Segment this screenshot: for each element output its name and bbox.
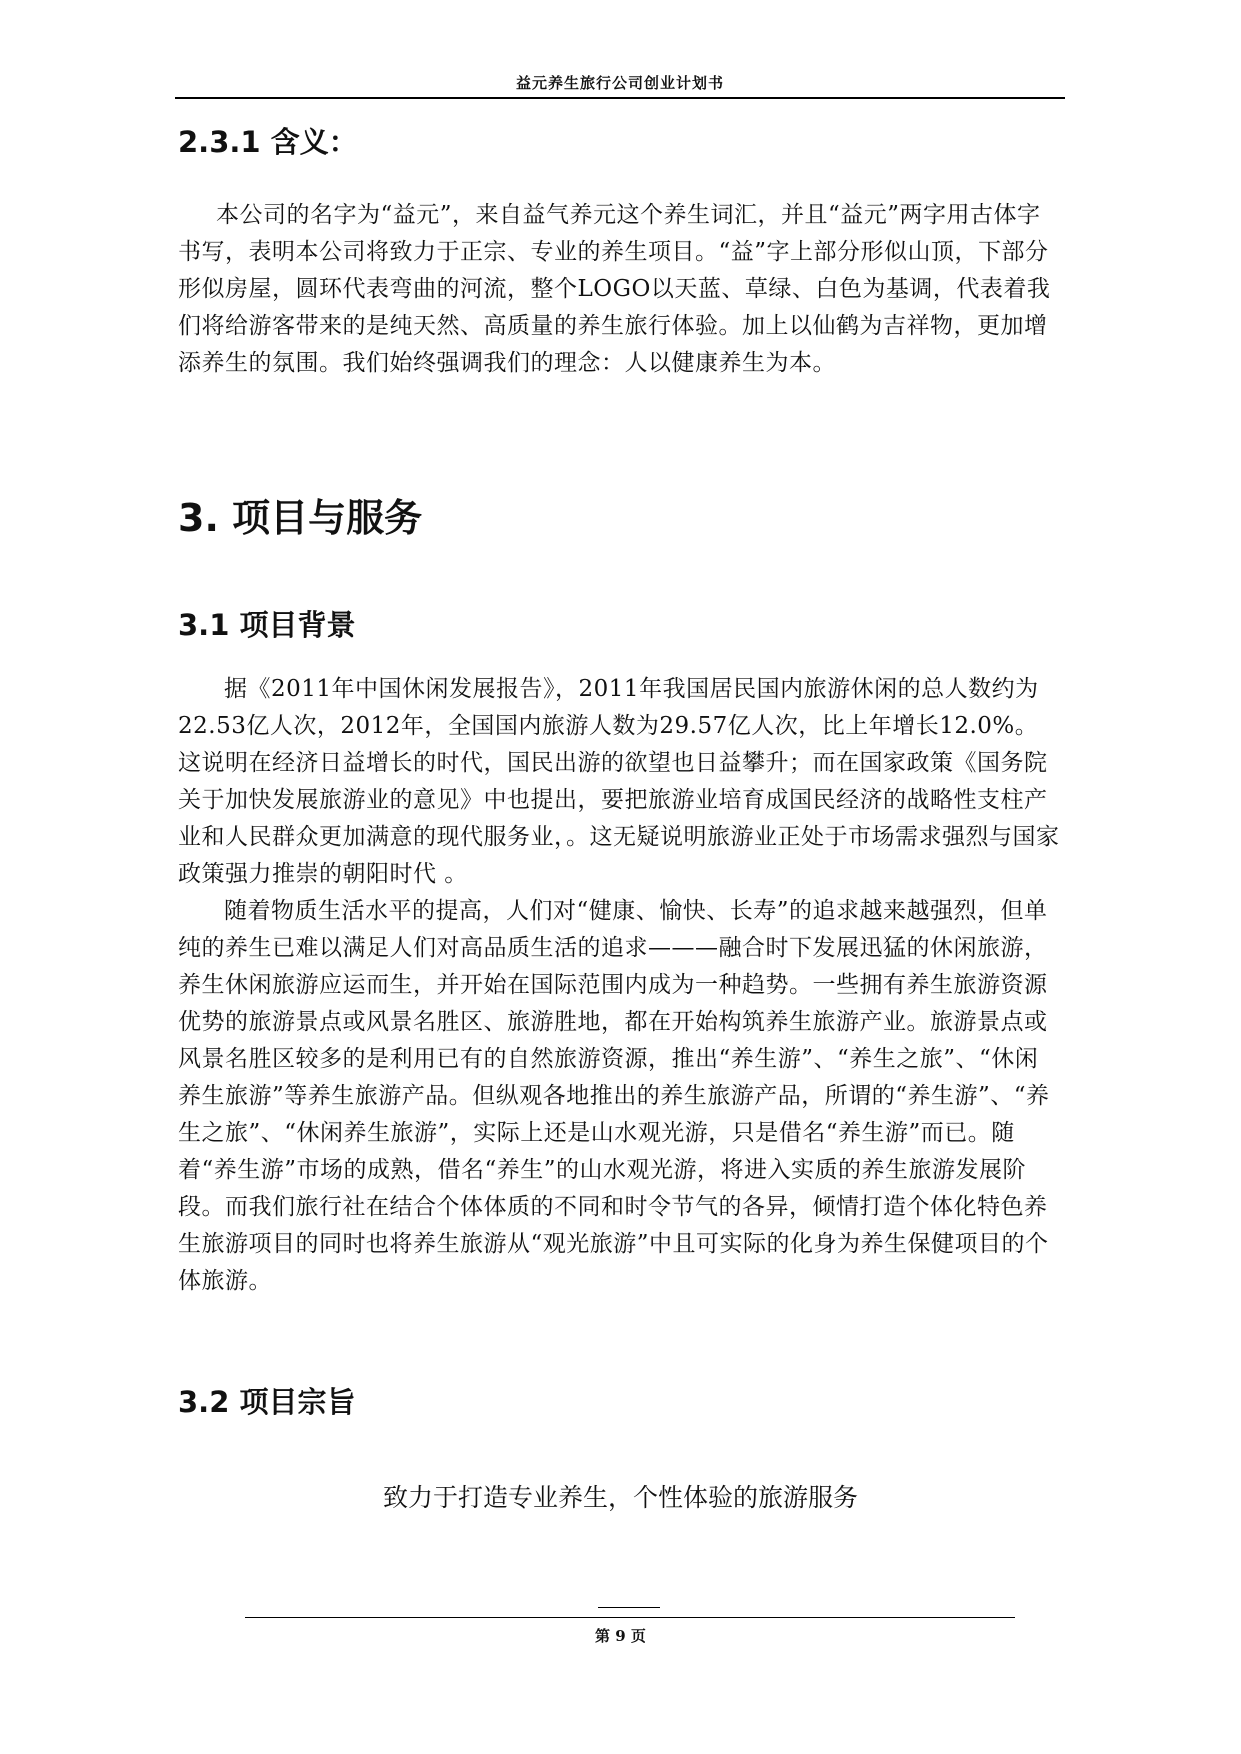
page-number: 第 9 页 [595,1627,646,1645]
section-2-3-1-paragraph: 本公司的名字为“益元”，来自益气养元这个养生词汇，并且“益元”两字用古体字书写，表明本公司将致力于正宗、专业的养生项目。“益”字上部分形似山顶，下部分形似房屋，圆环代表弯曲的河流，整个LOGO以天蓝、草绿、白色为基调，代表着我们将给游客带来的是纯天然、高质量的养生旅行体验。加上以仙鹤为吉祥物，更加增添养生的氛围。我们始终强调我们的理念：人以健康养生为本。 [178,202,1051,376]
section-3-2-heading: 3.2 项目宗旨 [178,1385,356,1419]
section-3-1-paragraph-1: 据《2011年中国休闲发展报告》，2011年我国居民国内旅游休闲的总人数约为22.53亿人次，2012年，全国国内旅游人数为29.57亿人次，比上年增长12.0%。这说明在经济日益增长的时代，国民出游的欲望也日益攀升；而在国家政策《国务院关于加快发展旅游业的意见》中也提出，要把旅游业培育成国民经济的战略性支柱产业和人民群众更加满意的现代服务业，。这无疑说明旅游业正处于市场需求强烈与国家政策强力推崇的朝阳时代 。 [178,676,1060,887]
section-2-3-1-heading: 2.3.1 含义： [178,125,358,159]
section-3-1-heading: 3.1 项目背景 [178,608,356,642]
header-divider [175,97,1065,99]
section-3-heading: 3. 项目与服务 [178,496,423,540]
footer-short-rule [598,1607,660,1608]
section-3-1-paragraph-2: 随着物质生活水平的提高，人们对“健康、愉快、长寿”的追求越来越强烈，但单纯的养生已难以满足人们对高品质生活的追求———融合时下发展迅猛的休闲旅游，养生休闲旅游应运而生，并开始在国际范围内成为一种趋势。一些拥有养生旅游资源优势的旅游景点或风景名胜区、旅游胜地，都在开始构筑养生旅游产业。旅游景点或风景名胜区较多的是利用已有的自然旅游资源，推出“养生游”、“养生之旅”、“休闲养生旅游”等养生旅游产品。但纵观各地推出的养生旅游产品，所谓的“养生游”、“养生之旅”、“休闲养生旅游”，实际上还是山水观光游，只是借名“养生游”而已。随着“养生游”市场的成熟，借名“养生”的山水观光游，将进入实质的养生旅游发展阶段。而我们旅行社在结合个体体质的不同和时令节气的各异，倾情打造个体化特色养生旅游项目的同时也将养生旅游从“观光旅游”中且可实际的化身为养生保健项目的个体旅游。 [178,898,1050,1294]
mission-statement: 致力于打造专业养生，个性体验的旅游服务 [382,1483,858,1512]
running-header-title: 益元养生旅行公司创业计划书 [515,74,724,92]
footer-divider [245,1617,1015,1618]
